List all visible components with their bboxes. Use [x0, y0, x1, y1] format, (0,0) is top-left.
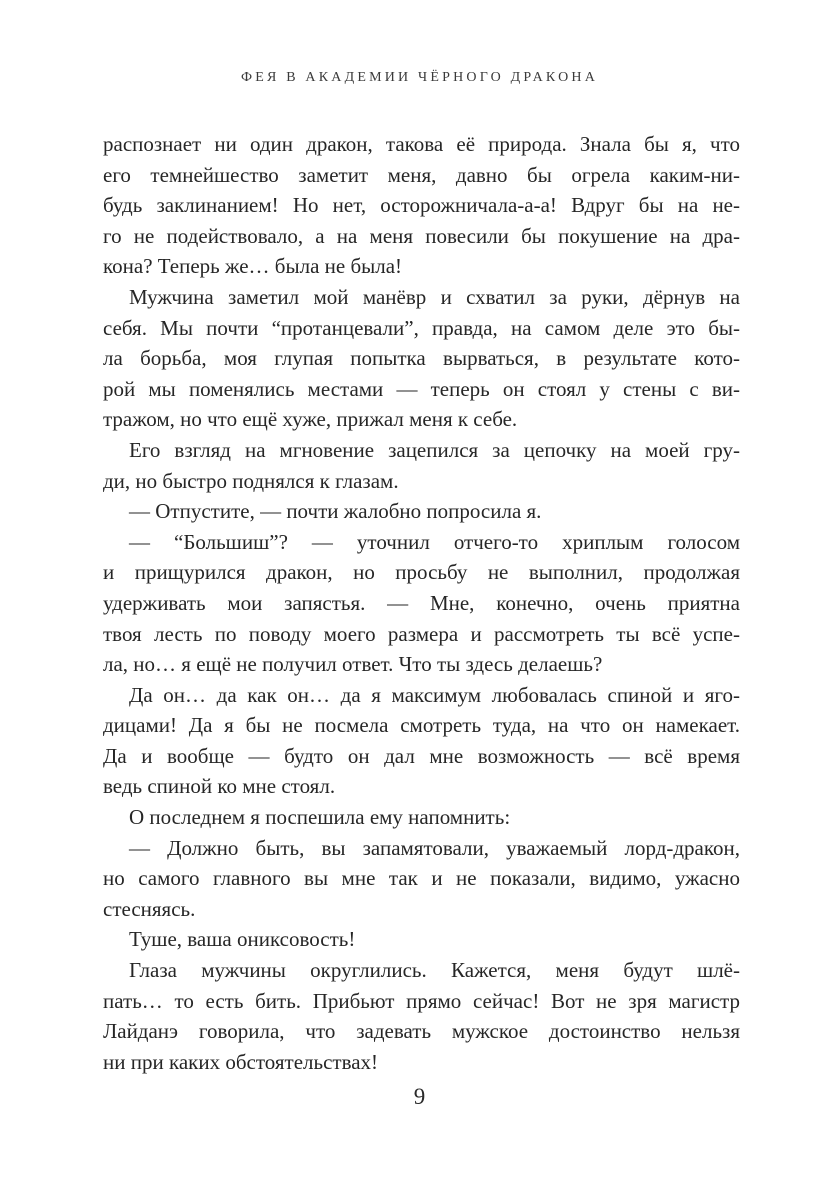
text-line: — Должно быть, вы запамятовали, уважаемый лорд-дракон, [129, 835, 740, 860]
text-line: ведь спиной ко мне стоял. [103, 774, 336, 799]
text-line: тражом, но что ещё хуже, прижал меня к себе. [103, 407, 518, 432]
text-line: Да он… да как он… да я максимум любовалась спиной и яго- [129, 682, 740, 707]
body-text [103, 129, 740, 1077]
text-line: О последнем я поспешила ему напомнить: [129, 805, 511, 830]
text-line: — Отпустите, — почти жалобно попросила я. [129, 499, 542, 524]
text-line: рой мы поменялись местами — теперь он стоял у стены с ви- [103, 376, 740, 401]
text-line: будь заклинанием! Но нет, осторожничала-а-а! Вдруг бы на не- [103, 193, 740, 218]
text-line: Глаза мужчины округлились. Кажется, меня будут шлё- [129, 958, 740, 983]
text-line: распознает ни один дракон, такова её природа. Знала бы я, что [103, 132, 740, 156]
text-line: Туше, ваша ониксовость! [129, 927, 356, 952]
text-line: Его взгляд на мгновение зацепился за цепочку на моей гру- [129, 437, 740, 462]
text-line: ла, но… я ещё не получил ответ. Что ты здесь делаешь? [103, 652, 603, 677]
text-line: ди, но быстро поднялся к глазам. [103, 468, 399, 493]
text-line: и прищурился дракон, но просьбу не выполнил, продолжая [103, 560, 740, 585]
text-line: — “Большиш”? — уточнил отчего-то хриплым голосом [129, 529, 740, 554]
text-line: Да и вообще — будто он дал мне возможность — всё время [103, 743, 740, 768]
text-line: пать… то есть бить. Прибьют прямо сейчас! Вот не зря магистр [103, 988, 740, 1013]
text-line: дицами! Да я бы не посмела смотреть туда, на что он намекает. [103, 713, 740, 738]
text-line: го не подействовало, а на меня повесили бы покушение на дра- [103, 223, 740, 248]
text-line: удерживать мои запястья. — Мне, конечно, очень приятна [103, 590, 740, 615]
text-line: его темнейшество заметит меня, давно бы огрела каким-ни- [103, 162, 740, 187]
text-line: стесняясь. [103, 896, 196, 921]
text-line: ла борьба, моя глупая попытка вырваться, в результате кото- [103, 346, 740, 371]
text-line: но самого главного вы мне так и не показали, видимо, ужасно [103, 866, 740, 891]
text-line: себя. Мы почти “протанцевали”, правда, на самом деле это бы- [103, 315, 740, 340]
page-number: 9 [413, 1084, 426, 1109]
text-line: кона? Теперь же… была не была! [103, 254, 403, 279]
text-line: твоя лесть по поводу моего размера и рассмотреть ты всё успе- [103, 621, 740, 646]
text-line: Мужчина заметил мой манёвр и схватил за руки, дёрнув на [129, 284, 740, 309]
running-head: ФЕЯ В АКАДЕМИИ ЧЁРНОГО ДРАКОНА [240, 70, 599, 85]
text-line: ни при каких обстоятельствах! [103, 1049, 379, 1074]
text-line: Лайданэ говорила, что задевать мужское достоинство нельзя [103, 1019, 740, 1044]
